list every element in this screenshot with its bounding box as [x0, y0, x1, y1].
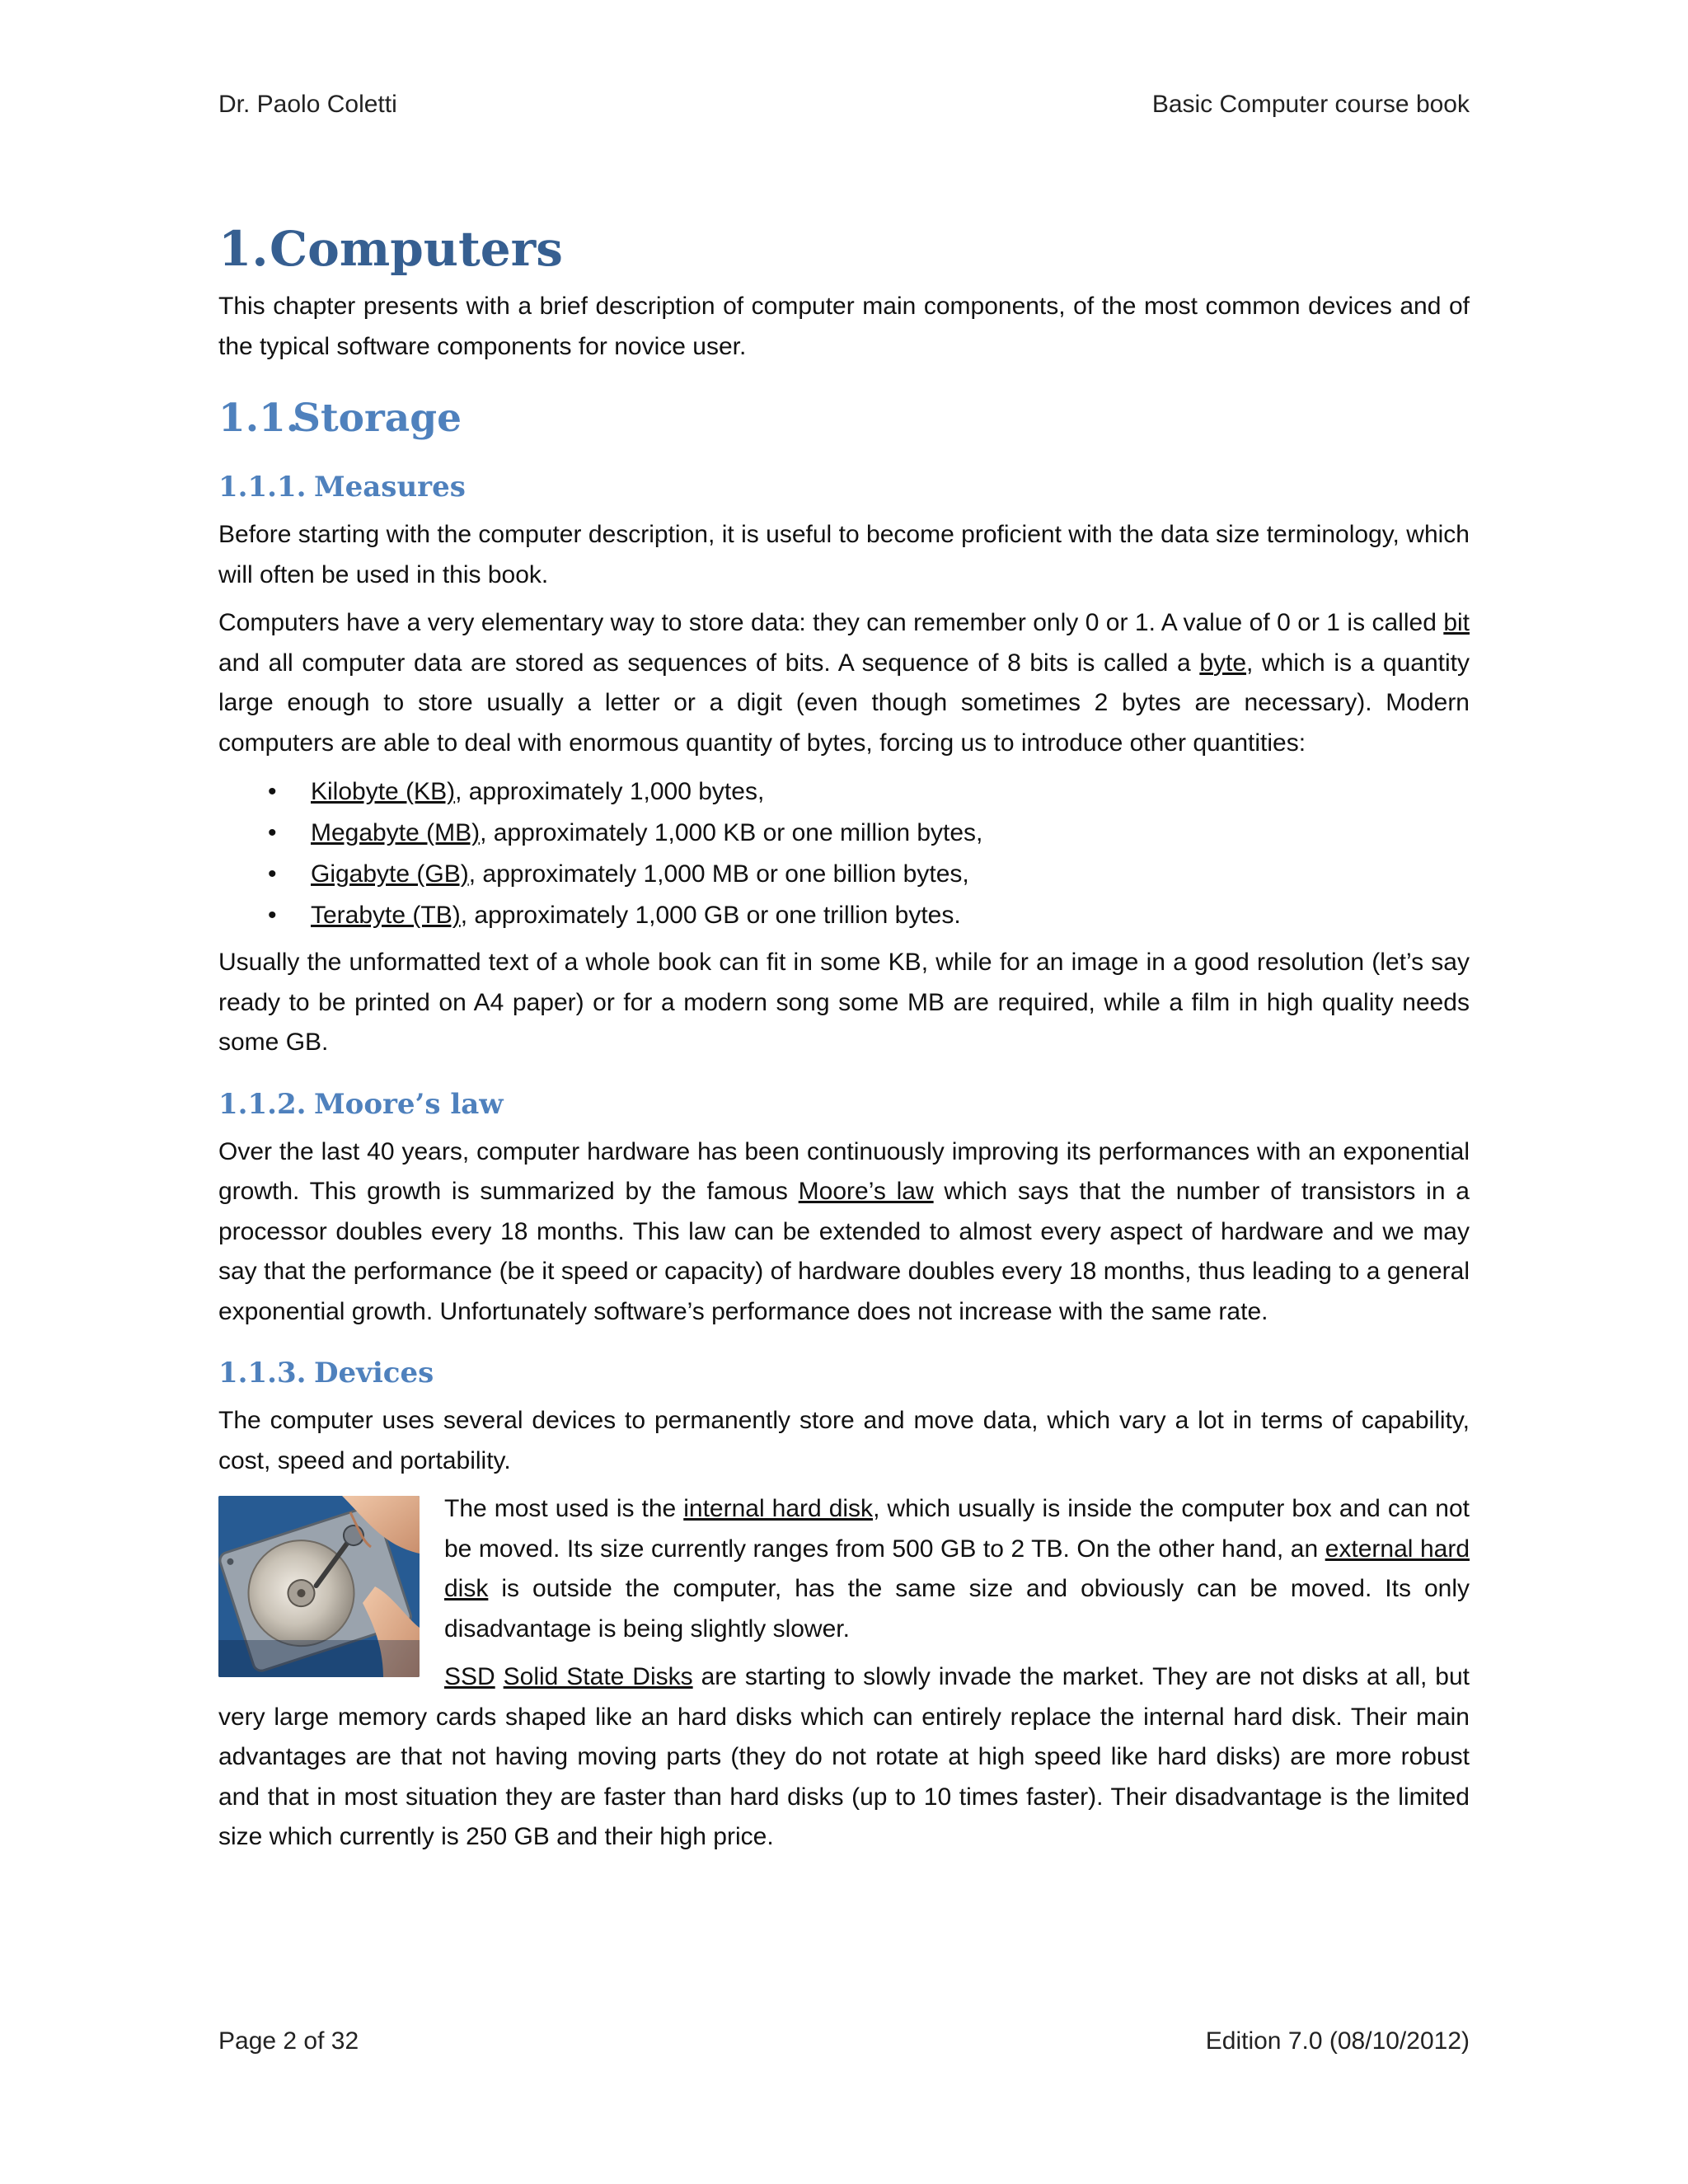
section-title: Storage [293, 396, 462, 441]
unit-term: Gigabyte (GB) [311, 860, 469, 888]
moore-paragraph: Over the last 40 years, computer hardware has been continuously improving its performances with an exponential growth. This growth is summarized by the famous Moore’s law which says that the number of transistors in a processor doubles every 18 months. This law can be extended to almost every aspect of hardware and we may say that the performance (be it speed or capacity) of hardware doubles every 18 months, thus leading to a general exponential growth. Unfortunately software’s performance does not increase with the same rate. [218, 1137, 1470, 1325]
term-ssd: SSD [444, 1663, 495, 1690]
bullet-icon: • [268, 778, 277, 805]
unit-term: Kilobyte (KB) [311, 778, 456, 805]
footer-edition: Edition 7.0 (08/10/2012) [1205, 2027, 1470, 2055]
chapter-number: 1. [218, 221, 269, 277]
subsection-heading-measures [218, 466, 1470, 509]
header-book-title: Basic Computer course book [1151, 91, 1470, 118]
bullet-icon: • [268, 860, 277, 888]
chapter-heading [218, 216, 1470, 282]
page-header [218, 91, 1470, 119]
units-list [218, 771, 1470, 936]
unit-term: Megabyte (MB) [311, 819, 481, 846]
footer-page-number: Page 2 of 32 [218, 2027, 359, 2055]
term-bit: bit [1443, 609, 1470, 636]
subsection-number: 1.1.3. [218, 1357, 307, 1390]
devices-paragraph-3: SSD Solid State Disks are starting to slowly invade the market. They are not disks at all, but very large memory cards shaped like an hard disks which can entirely replace the internal hard disk. Their main advantages are that not having moving parts (they do not rotate at high speed like hard disks) are more robust and that in most situation they are faster than hard disks (up to 10 times faster). Their disadvantage is the limited size which currently is 250 GB and their high price. [218, 1663, 1470, 1850]
section-number: 1.1. [218, 396, 300, 441]
list-item: • Kilobyte (KB), approximately 1,000 bytes, [218, 771, 1470, 813]
subsection-number: 1.1.2. [218, 1087, 307, 1121]
page-content [218, 216, 1470, 1866]
hard-disk-photo [218, 1496, 420, 1677]
term-solid-state-disks: Solid State Disks [503, 1663, 693, 1690]
devices-paragraph-2: The most used is the internal hard disk, which usually is inside the computer box and can not be moved. Its size currently ranges from 500 GB to 2 TB. On the other hand, an external hard disk is outside the computer, has the same size and obviously can be moved. Its only disadvantage is being slightly slower. [444, 1495, 1470, 1643]
list-item: • Gigabyte (GB), approximately 1,000 MB or one billion bytes, [218, 854, 1470, 895]
hard-disk-icon [218, 1496, 420, 1677]
header-author: Dr. Paolo Coletti [218, 91, 397, 118]
bullet-icon: • [268, 902, 277, 929]
term-internal-hard-disk: internal hard disk [683, 1495, 874, 1522]
subsection-heading-devices [218, 1352, 1470, 1394]
subsection-title: Devices [314, 1357, 434, 1390]
subsection-heading-moore [218, 1083, 1470, 1126]
term-byte: byte [1199, 649, 1247, 677]
devices-paragraph-1: The computer uses several devices to permanently store and move data, which vary a lot in terms of capability, cost, speed and portability. [218, 1407, 1470, 1474]
chapter-title: Computers [270, 221, 563, 277]
subsection-number: 1.1.1. [218, 471, 307, 504]
list-item: • Terabyte (TB), approximately 1,000 GB or one trillion bytes. [218, 895, 1470, 936]
section-heading [218, 391, 1470, 446]
document-page [218, 0, 1470, 2184]
list-item: • Megabyte (MB), approximately 1,000 KB or one million bytes, [218, 813, 1470, 854]
subsection-title: Moore’s law [314, 1087, 504, 1121]
measures-paragraph-1: Before starting with the computer description, it is useful to become proficient with the data size terminology, which will often be used in this book. [218, 521, 1470, 588]
term-external-hard-disk: external hard disk [444, 1535, 1470, 1602]
unit-term: Terabyte (TB) [311, 902, 461, 929]
page-footer [218, 2027, 1470, 2055]
measures-paragraph-3: Usually the unformatted text of a whole book can fit in some KB, while for an image in a good resolution (let’s say ready to be printed on A4 paper) or for a modern song some MB are required, while a film in high quality needs some GB. [218, 949, 1470, 1056]
bullet-icon: • [268, 819, 277, 846]
measures-paragraph-2: Computers have a very elementary way to store data: they can remember only 0 or 1. A value of 0 or 1 is called bit and all computer data are stored as sequences of bits. A sequence of 8 bits is called a byte, which is a quantity large enough to store usually a letter or a digit (even though sometimes 2 bytes are necessary). Modern computers are able to deal with enormous quantity of bytes, forcing us to introduce other quantities: [218, 609, 1470, 757]
term-moores-law: Moore’s law [798, 1178, 934, 1205]
chapter-intro: This chapter presents with a brief description of computer main components, of the most common devices and of the typical software components for novice user. [218, 293, 1470, 360]
subsection-title: Measures [314, 471, 466, 504]
